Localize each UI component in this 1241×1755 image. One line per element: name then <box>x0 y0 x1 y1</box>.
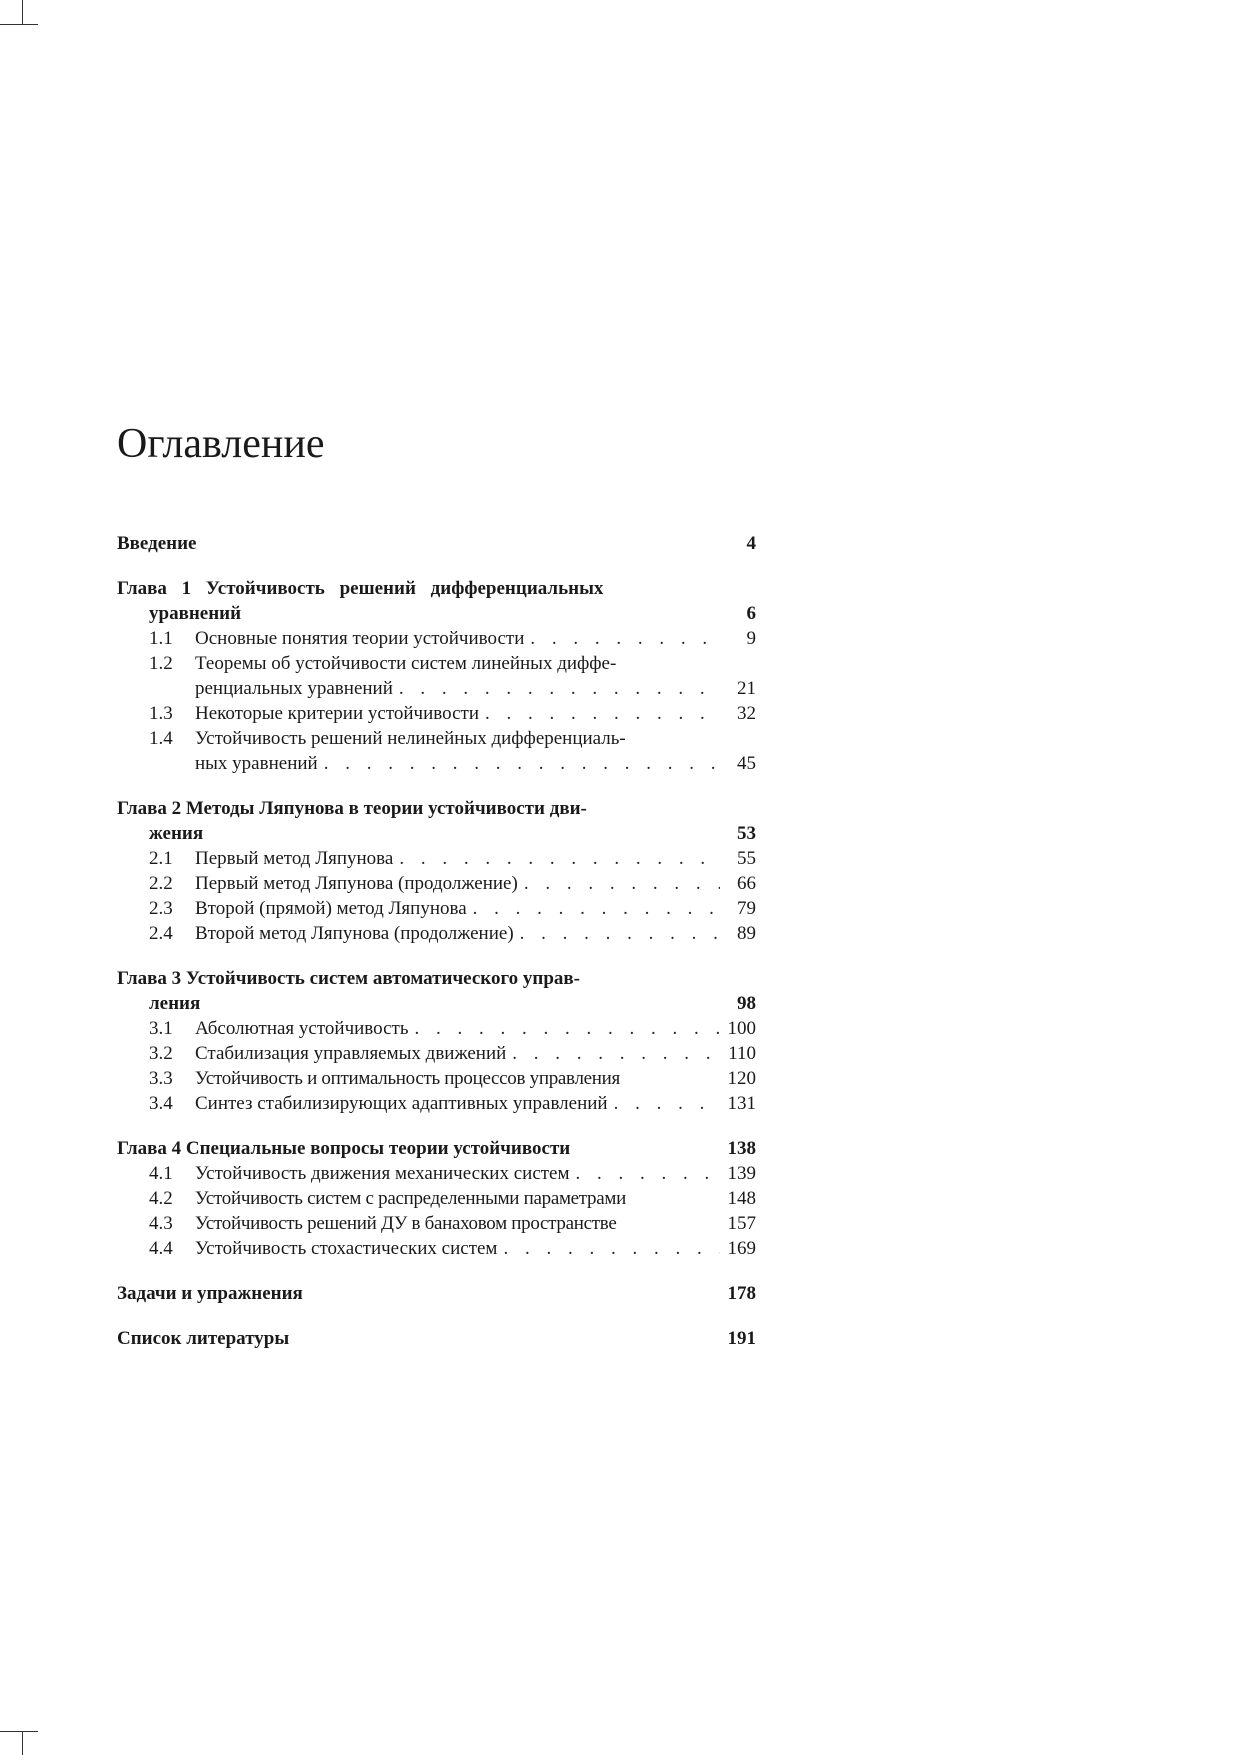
section-page: 32 <box>737 703 756 724</box>
chapter-heading-cont[interactable] <box>117 601 756 626</box>
section-number: 2.3 <box>149 898 173 919</box>
section-title: Основные понятия теории устойчивости <box>195 628 525 649</box>
section-title: Устойчивость движения механических систем <box>195 1163 570 1184</box>
section-title: Первый метод Ляпунова <box>195 848 394 869</box>
chapter-heading[interactable] <box>117 576 756 601</box>
chapter-title: Глава 2 Методы Ляпунова в теории устойчивости дви- <box>117 798 587 819</box>
section-title: Теоремы об устойчивости систем линейных диффе- <box>195 653 617 674</box>
chapter-title-cont: жения <box>149 823 204 844</box>
section-number: 3.1 <box>149 1018 173 1039</box>
crop-mark-bottom-vertical <box>22 1731 23 1755</box>
section-number: 1.3 <box>149 703 173 724</box>
toc-section[interactable] <box>117 1016 756 1041</box>
section-title: Второй (прямой) метод Ляпунова <box>195 898 467 919</box>
section-page: 55 <box>737 848 756 869</box>
section-page: 21 <box>737 678 756 699</box>
toc-section[interactable] <box>117 701 756 726</box>
section-number: 1.2 <box>149 653 173 674</box>
toc-references-page: 191 <box>727 1328 756 1349</box>
crop-mark-top-vertical <box>22 0 23 25</box>
section-title: Второй метод Ляпунова (продолжение) <box>195 923 514 944</box>
table-of-contents <box>117 531 756 1351</box>
toc-section[interactable] <box>117 1236 756 1261</box>
chapter-page: 6 <box>746 603 756 624</box>
section-title: Некоторые критерии устойчивости <box>195 703 479 724</box>
section-page: 66 <box>737 873 756 894</box>
section-number: 3.4 <box>149 1093 173 1114</box>
toc-section[interactable] <box>117 896 756 921</box>
toc-references-label: Список литературы <box>117 1328 290 1349</box>
toc-references[interactable] <box>117 1326 756 1351</box>
toc-section[interactable] <box>117 871 756 896</box>
chapter-title: Глава 1 Устойчивость решений дифференциальных <box>117 578 604 599</box>
chapter-heading-cont[interactable] <box>117 821 756 846</box>
toc-chapter-4 <box>117 1136 756 1261</box>
section-number: 1.1 <box>149 628 173 649</box>
section-number: 4.4 <box>149 1238 173 1259</box>
chapter-title-cont: ления <box>149 993 201 1014</box>
chapter-heading-cont[interactable] <box>117 991 756 1016</box>
section-page: 89 <box>737 923 756 944</box>
toc-section[interactable] <box>117 921 756 946</box>
section-page: 45 <box>737 753 756 774</box>
section-number: 3.3 <box>149 1068 173 1089</box>
section-page: 100 <box>727 1018 756 1039</box>
chapter-page: 138 <box>727 1138 756 1159</box>
section-title: Устойчивость стохастических систем <box>195 1238 498 1259</box>
section-number: 4.3 <box>149 1213 173 1234</box>
toc-section[interactable] <box>117 726 756 751</box>
section-title-cont: ных уравнений <box>195 753 318 774</box>
chapter-heading[interactable] <box>117 1136 756 1161</box>
section-title: Устойчивость решений нелинейных дифференциаль- <box>195 728 626 749</box>
toc-intro-page: 4 <box>746 533 756 554</box>
toc-exercises-page: 178 <box>727 1283 756 1304</box>
section-number: 2.2 <box>149 873 173 894</box>
section-number: 3.2 <box>149 1043 173 1064</box>
chapter-title: Глава 3 Устойчивость систем автоматического управ- <box>117 968 580 989</box>
section-page: 79 <box>737 898 756 919</box>
toc-section[interactable] <box>117 1066 756 1091</box>
chapter-heading[interactable] <box>117 966 756 991</box>
section-title: Устойчивость решений ДУ в банаховом пространстве <box>195 1213 617 1234</box>
section-title-cont: ренциальных уравнений <box>195 678 393 699</box>
page-title: Оглавление <box>117 421 325 467</box>
chapter-heading[interactable] <box>117 796 756 821</box>
toc-chapter-1 <box>117 576 756 776</box>
chapter-title: Глава 4 Специальные вопросы теории устойчивости <box>117 1138 571 1159</box>
toc-intro-label: Введение <box>117 533 197 554</box>
section-title: Устойчивость систем с распределенными параметрами <box>195 1188 626 1209</box>
toc-section[interactable] <box>117 1041 756 1066</box>
toc-section[interactable] <box>117 846 756 871</box>
section-page: 157 <box>727 1213 756 1234</box>
toc-section[interactable] <box>117 1091 756 1116</box>
section-number: 1.4 <box>149 728 173 749</box>
toc-intro[interactable] <box>117 531 756 556</box>
section-page: 169 <box>727 1238 756 1259</box>
section-title: Первый метод Ляпунова (продолжение) <box>195 873 518 894</box>
section-page: 120 <box>727 1068 756 1089</box>
section-page: 148 <box>727 1188 756 1209</box>
chapter-page: 53 <box>737 823 756 844</box>
section-number: 4.2 <box>149 1188 173 1209</box>
chapter-title-cont: уравнений <box>149 603 242 624</box>
toc-chapter-2 <box>117 796 756 946</box>
toc-chapter-3 <box>117 966 756 1116</box>
section-title: Синтез стабилизирующих адаптивных управлений <box>195 1093 608 1114</box>
section-page: 131 <box>727 1093 756 1114</box>
toc-exercises-label: Задачи и упражнения <box>117 1283 303 1304</box>
crop-mark-top-horizontal <box>0 24 38 25</box>
section-number: 2.4 <box>149 923 173 944</box>
toc-section[interactable] <box>117 1186 756 1211</box>
section-number: 2.1 <box>149 848 173 869</box>
toc-section[interactable] <box>117 1211 756 1236</box>
toc-section[interactable] <box>117 626 756 651</box>
section-title: Устойчивость и оптимальность процессов управления <box>195 1068 620 1089</box>
chapter-page: 98 <box>737 993 756 1014</box>
toc-section-cont[interactable] <box>117 751 756 776</box>
section-page: 9 <box>746 628 756 649</box>
toc-exercises[interactable] <box>117 1281 756 1306</box>
section-number: 4.1 <box>149 1163 173 1184</box>
crop-mark-bottom-horizontal <box>0 1731 38 1732</box>
toc-section[interactable] <box>117 1161 756 1186</box>
toc-section[interactable] <box>117 651 756 676</box>
toc-section-cont[interactable] <box>117 676 756 701</box>
section-page: 110 <box>728 1043 756 1064</box>
section-title: Абсолютная устойчивость <box>195 1018 409 1039</box>
section-page: 139 <box>727 1163 756 1184</box>
section-title: Стабилизация управляемых движений <box>195 1043 507 1064</box>
